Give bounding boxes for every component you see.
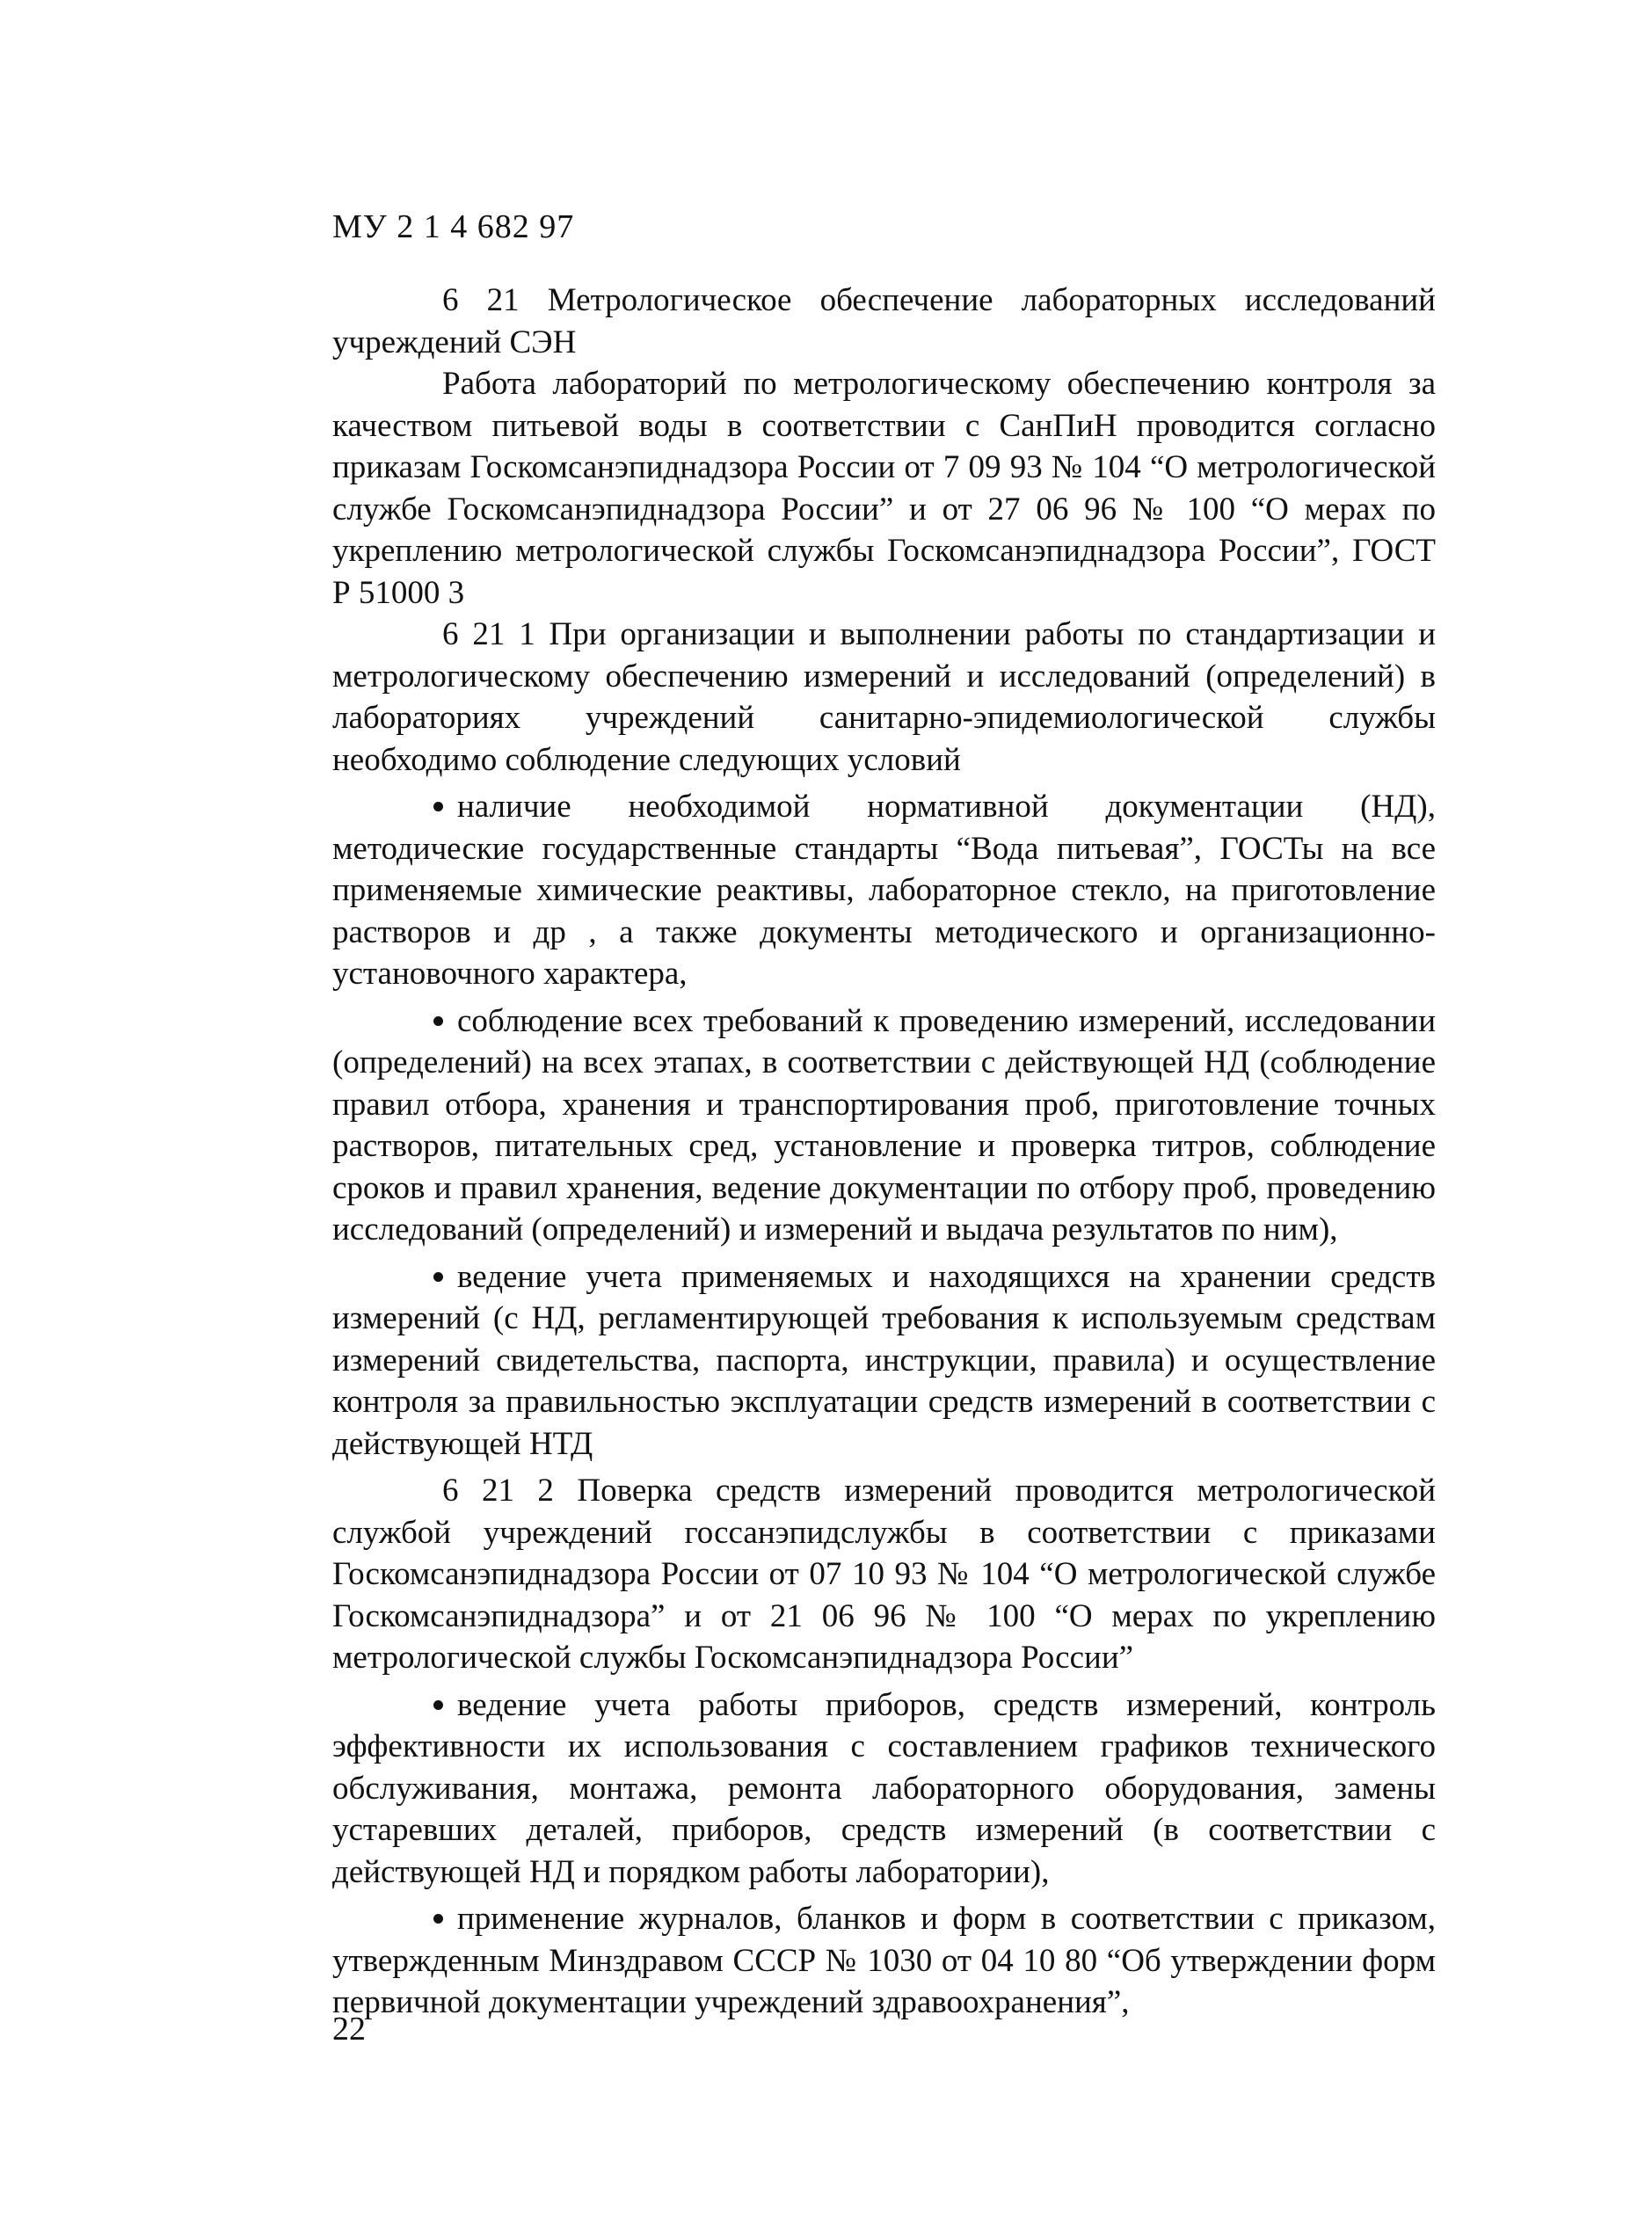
document-code: МУ 2 1 4 682 97	[332, 208, 575, 245]
bullet-item	[332, 1898, 1436, 2024]
bullet-item	[332, 786, 1436, 995]
bullet-item	[332, 1684, 1436, 1894]
bullet-text: применение журналов, бланков и форм в соответствии с приказом, утвержденным Минздравом СССР № 1030 от 04 10 80 “Об утверждении форм первичной документации учреждений здравоохранения”,	[332, 1901, 1436, 2020]
bullet-item	[332, 1000, 1436, 1251]
bullet-text: соблюдение всех требований к проведению измерений, исследовании (определений) на всех этапах, в соответствии с действующей НД (соблюдение правил отбора, хранения и транспортирования проб, приготовление точных растворов, питательных сред, установление и проверка титров, соблюдение сроков и правил хранения, ведение документации по отбору проб, проведению исследований (определений) и измерений и выдача результатов по ним),	[332, 1002, 1436, 1248]
bullet-text: наличие необходимой нормативной документации (НД), методические государственные стандарты “Вода питьевая”, ГОСТы на все применяемые химические реактивы, лабораторное стекло, на приготовление растворов и др , а также документы методического и организационно-установочного характера,	[332, 789, 1436, 992]
paragraph: Работа лабораторий по метрологическому обеспечению контроля за качеством питьевой воды в соответствии с СанПиН проводится согласно приказам Госкомсанэпиднадзора России от 7 09 93 № 104 “О метрологической службе Госкомсанэпиднадзора России” и от 27 06 96 № 100 “О мерах по укреплению метрологической службы Госкомсанэпиднадзора России”, ГОСТ Р 51000 3	[332, 366, 1436, 611]
document-body	[332, 280, 1436, 2024]
bullet-icon	[433, 1016, 443, 1026]
paragraph: 6 21 1 При организации и выполнении работы по стандартизации и метрологическому обеспечению измерений и исследований (определений) в лабораториях учреждений санитарно-эпидемиологической службы необходимо соблюдение следующих условий	[332, 616, 1436, 778]
section-title: 6 21 Метрологическое обеспечение лабораторных исследований учреждений СЭН	[332, 282, 1436, 360]
paragraph: 6 21 2 Поверка средств измерений проводится метрологической службой учреждений госсанэпидслужбы в соответствии с приказами Госкомсанэпиднадзора России от 07 10 93 № 104 “О метрологической службе Госкомсанэпиднадзора” и от 21 06 96 № 100 “О мерах по укреплению метрологической службы Госкомсанэпиднадзора России”	[332, 1473, 1436, 1676]
bullet-icon	[433, 1700, 443, 1710]
bullet-icon	[433, 1272, 443, 1282]
bullet-item	[332, 1256, 1436, 1466]
bullet-icon	[433, 1914, 443, 1924]
bullet-text: ведение учета работы приборов, средств измерений, контроль эффективности их использования с составлением графиков технического обслуживания, монтажа, ремонта лабораторного оборудования, замены устаревших деталей, приборов, средств измерений (в соответствии с действующей НД и порядком работы лаборатории),	[332, 1686, 1436, 1890]
bullet-icon	[433, 802, 443, 811]
page-number: 22	[332, 2011, 366, 2048]
bullet-text: ведение учета применяемых и находящихся на хранении средств измерений (с НД, регламентирующей требования к используемым средствам измерений свидетельства, паспорта, инструкции, правила) и осуществление контроля за правильностью эксплуатации средств измерений в соответствии с действующей НТД	[332, 1258, 1436, 1462]
